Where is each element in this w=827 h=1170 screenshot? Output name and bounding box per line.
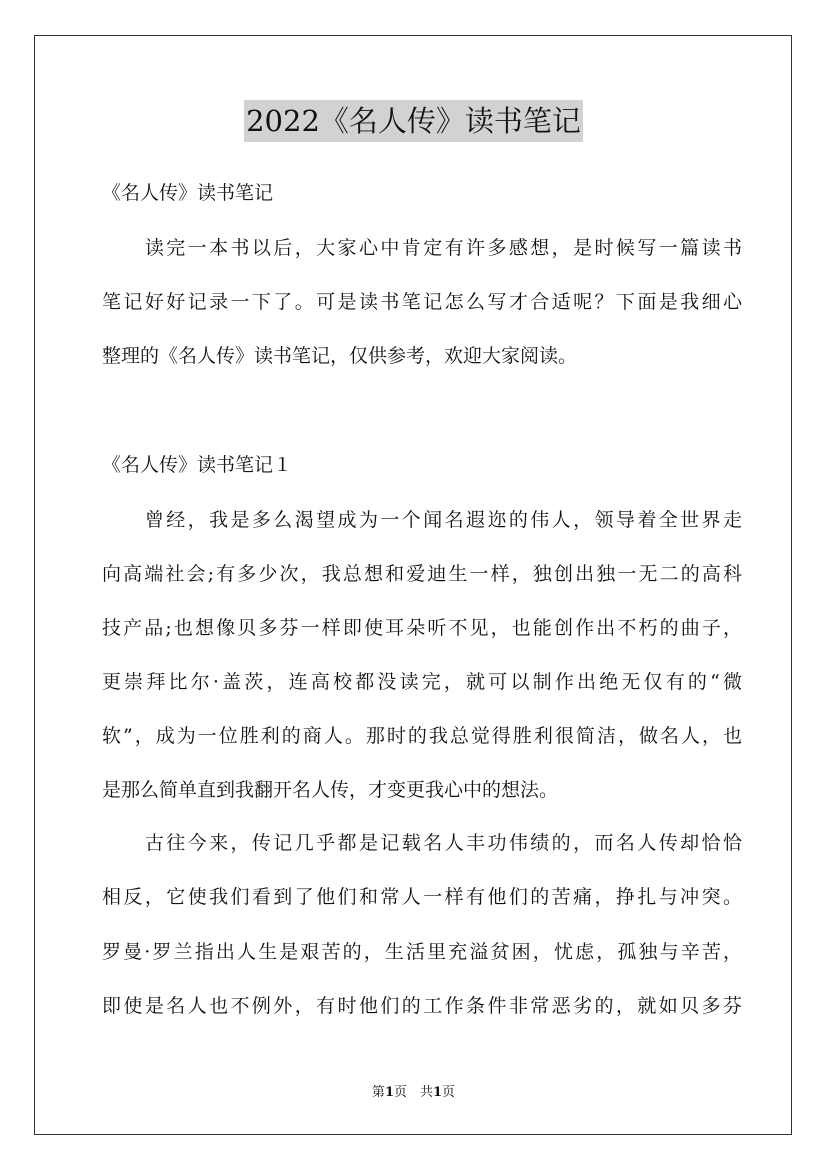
- subtitle: 《名人传》读书笔记: [102, 182, 274, 204]
- para1-line-2: 向高端社会;有多少次，我总想和爱迪生一样，独创出独一无二的高科: [102, 563, 742, 585]
- para2-line-1: 古往今来，传记几乎都是记载名人丰功伟绩的，而名人传却恰恰: [102, 832, 742, 854]
- intro-line-1: 读完一本书以后，大家心中肯定有许多感想，是时候写一篇读书: [102, 237, 742, 259]
- para2-line-2: 相反，它使我们看到了他们和常人一样有他们的苦痛，挣扎与冲突。: [102, 886, 742, 908]
- para1-line-1: 曾经，我是多么渴望成为一个闻名遐迩的伟人，领导着全世界走: [102, 509, 742, 531]
- document-title: 2022《名人传》读书笔记: [244, 100, 583, 142]
- para1-line-5: 软”，成为一位胜利的商人。那时的我总觉得胜利很简洁，做名人，也: [102, 725, 742, 747]
- footer-total-suffix: 页: [442, 1085, 456, 1100]
- para2-line-3: 罗曼·罗兰指出人生是艰苦的，生活里充溢贫困，忧虑，孤独与辛苦，: [102, 941, 742, 963]
- page-footer: [0, 1084, 827, 1102]
- title-container: [0, 100, 827, 142]
- section-heading: 《名人传》读书笔记１: [102, 454, 293, 476]
- intro-line-3: 整理的《名人传》读书笔记，仅供参考，欢迎大家阅读。: [102, 345, 578, 367]
- para1-line-4: 更崇拜比尔·盖茨，连高校都没读完，就可以制作出绝无仅有的“微: [102, 671, 742, 693]
- para2-line-4: 即使是名人也不例外，有时他们的工作条件非常恶劣的，就如贝多芬: [102, 995, 742, 1017]
- footer-total-pages: 1: [433, 1085, 443, 1100]
- para1-line-6: 是那么简单直到我翻开名人传，才变更我心中的想法。: [102, 779, 559, 801]
- para1-line-3: 技产品;也想像贝多芬一样即使耳朵听不见，也能创作出不朽的曲子，: [102, 617, 742, 639]
- intro-line-2: 笔记好好记录一下了。可是读书笔记怎么写才合适呢？下面是我细心: [102, 291, 742, 313]
- footer-page-number: 1: [384, 1085, 394, 1100]
- footer-page-suffix: 页 共: [393, 1085, 433, 1100]
- footer-prefix: 第: [371, 1085, 385, 1100]
